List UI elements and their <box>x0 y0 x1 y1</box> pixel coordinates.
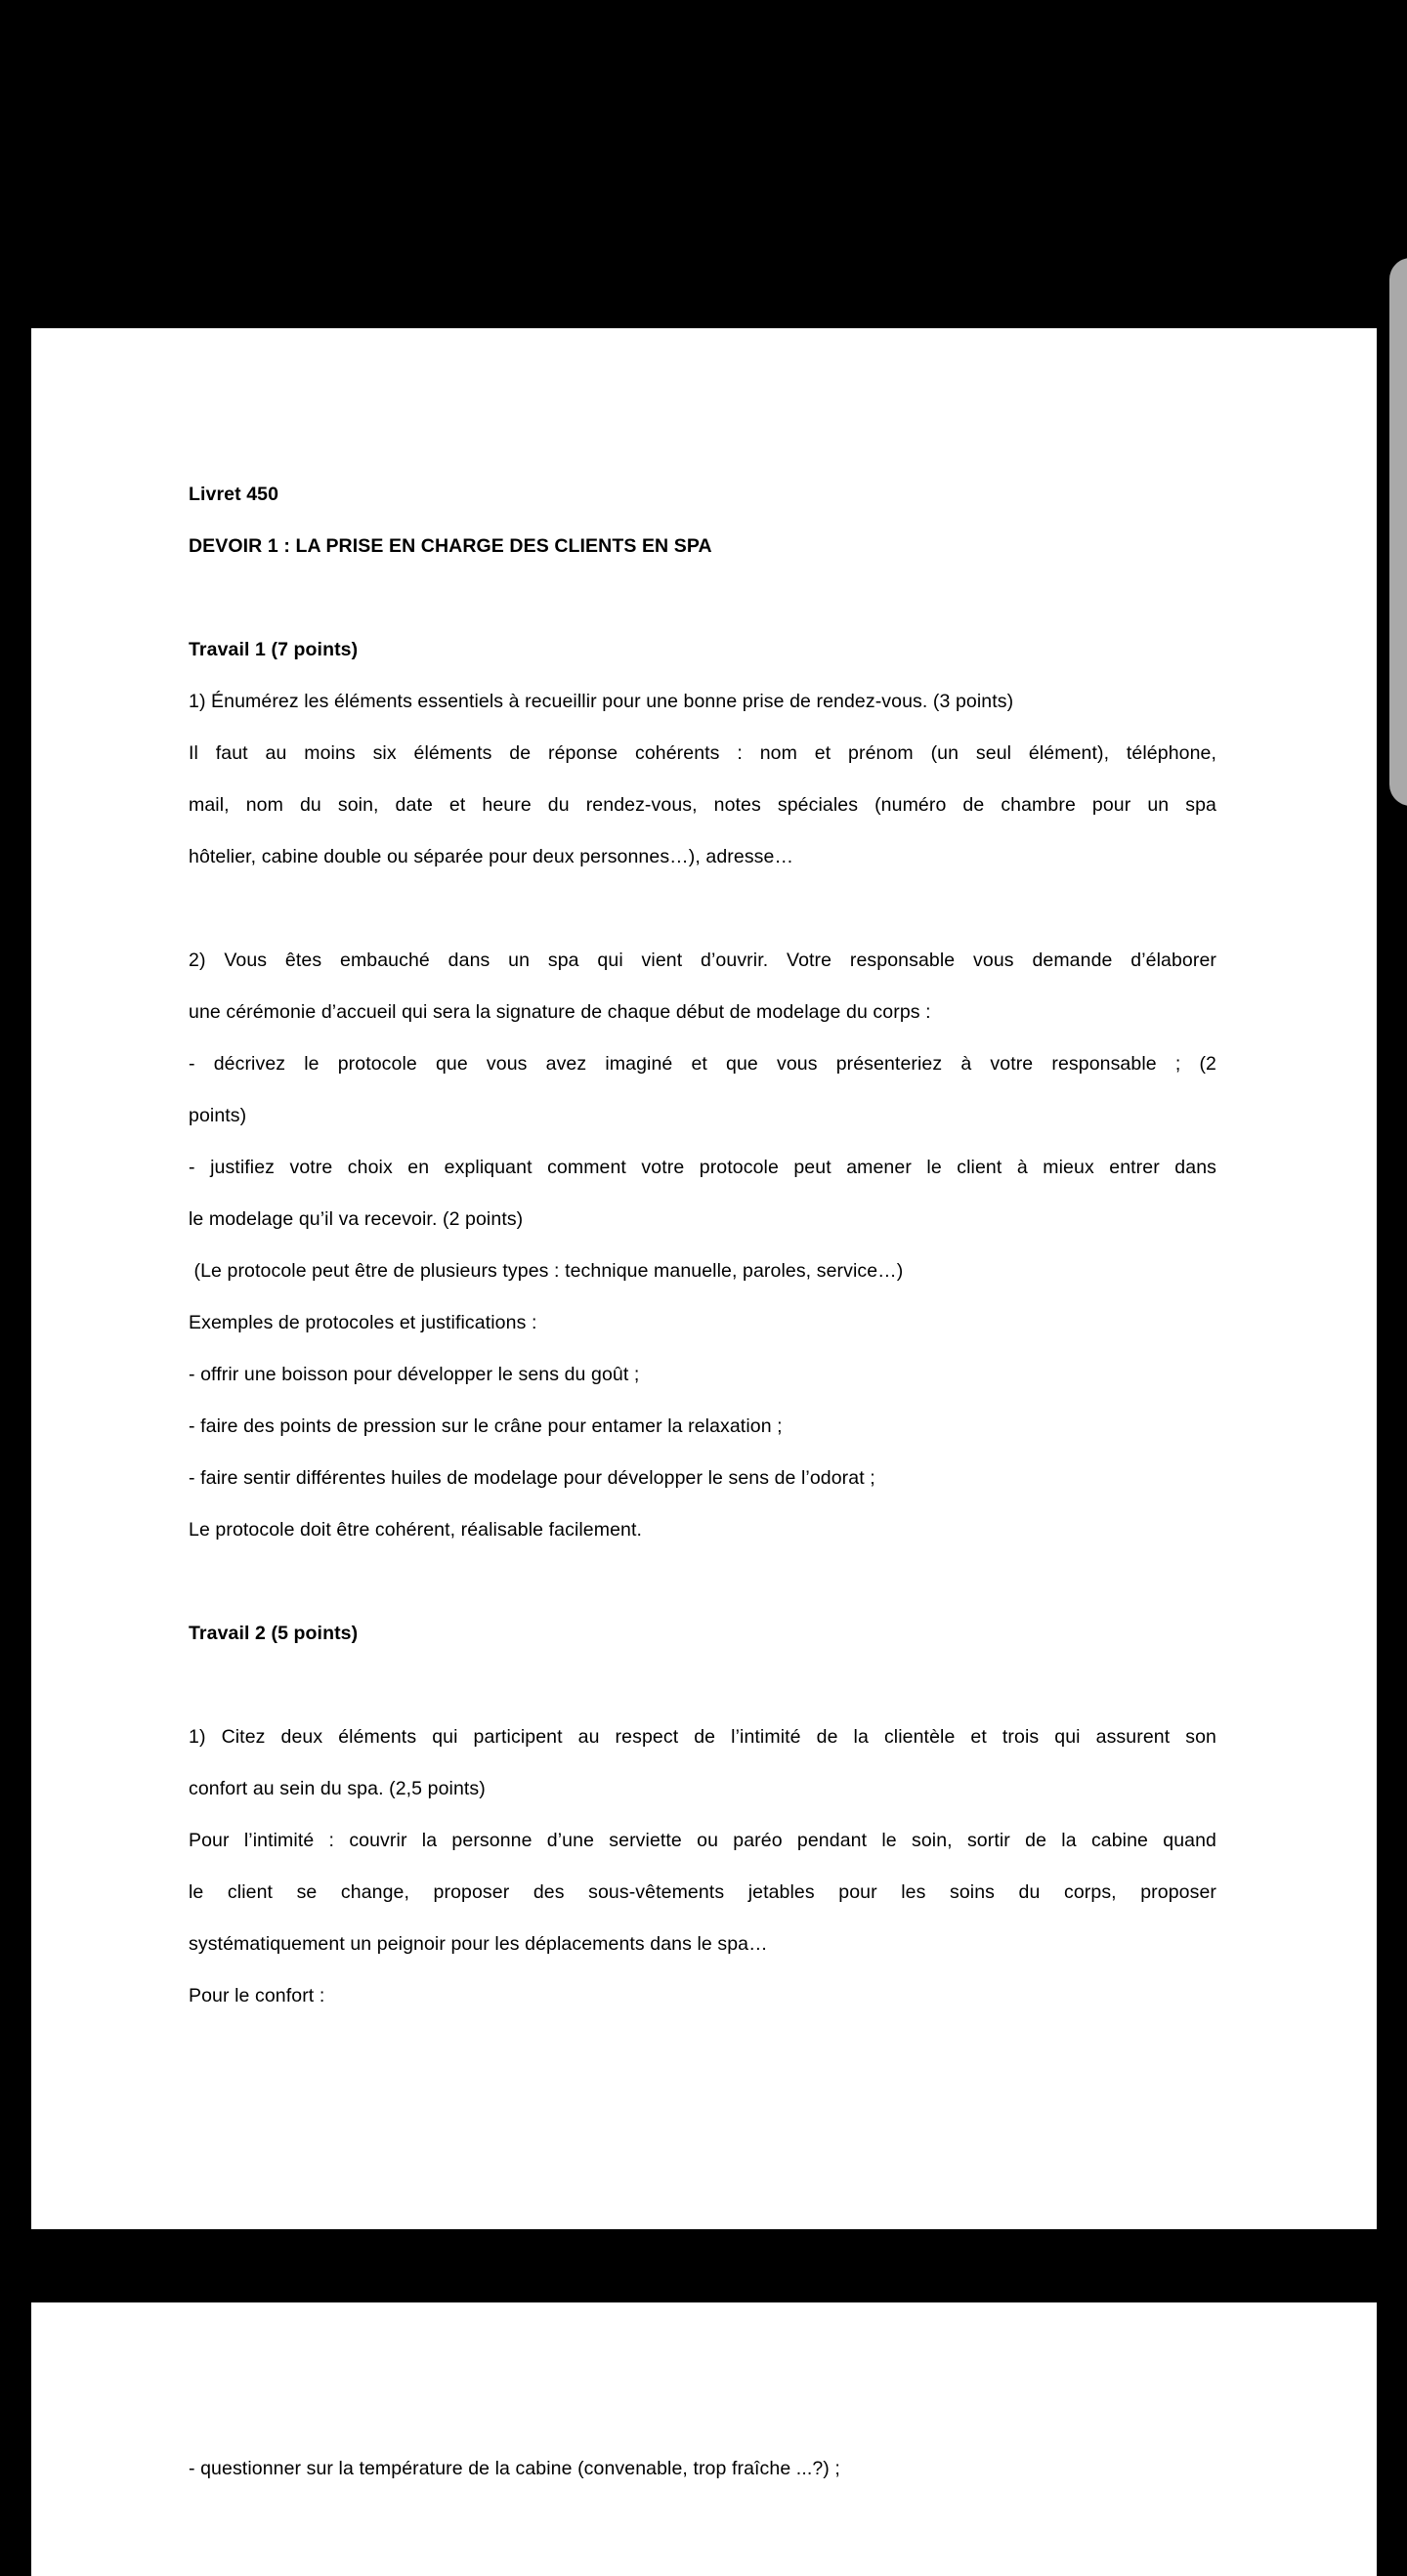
document-text-line: confort au sein du spa. (2,5 points) <box>189 1778 486 1799</box>
document-text-line <box>189 1556 1216 1608</box>
scrollbar-thumb[interactable] <box>1389 258 1407 806</box>
document-text-line: - offrir une boisson pour développer le sens du goût ; <box>189 1364 640 1385</box>
document-text-line: Exemples de protocoles et justifications : <box>189 1312 537 1333</box>
document-text-line: (Le protocole peut être de plusieurs types : technique manuelle, paroles, service…) <box>189 1260 904 1282</box>
page-1-content <box>189 469 1216 2022</box>
document-text-line: - décrivez le protocole que vous avez imaginé et que vous présenteriez à votre responsable ; (2 <box>189 1053 1216 1075</box>
document-text-line: - questionner sur la température de la cabine (convenable, trop fraîche ...?) ; <box>189 2458 840 2479</box>
document-text-line <box>189 572 1216 624</box>
document-text-line: - justifiez votre choix en expliquant comment votre protocole peut amener le client à mieux entrer dans <box>189 1157 1216 1178</box>
document-text-line: Il faut au moins six éléments de réponse cohérents : nom et prénom (un seul élément), téléphone, <box>189 742 1216 764</box>
document-heading-line: DEVOIR 1 : LA PRISE EN CHARGE DES CLIENTS EN SPA <box>189 535 712 557</box>
document-text-line: une cérémonie d’accueil qui sera la signature de chaque début de modelage du corps : <box>189 1001 931 1023</box>
document-text-line: 1) Citez deux éléments qui participent au respect de l’intimité de la clientèle et trois qui assurent son <box>189 1726 1216 1748</box>
document-heading-line: Travail 2 (5 points) <box>189 1623 359 1644</box>
document-text-line: systématiquement un peignoir pour les déplacements dans le spa… <box>189 1933 768 1955</box>
document-text-line: 1) Énumérez les éléments essentiels à recueillir pour une bonne prise de rendez-vous. (3 points) <box>189 691 1014 712</box>
document-text-line: Pour le confort : <box>189 1985 325 2006</box>
document-text-line: le client se change, proposer des sous-vêtements jetables pour les soins du corps, proposer <box>189 1881 1216 1903</box>
document-text-line: Le protocole doit être cohérent, réalisable facilement. <box>189 1519 643 1541</box>
document-text-line: 2) Vous êtes embauché dans un spa qui vient d’ouvrir. Votre responsable vous demande d’élaborer <box>189 950 1216 971</box>
document-page-2[interactable] <box>31 2302 1377 2576</box>
page-2-content <box>189 2443 1216 2495</box>
document-text-line <box>189 883 1216 935</box>
document-text-line: hôtelier, cabine double ou séparée pour deux personnes…), adresse… <box>189 846 794 867</box>
document-text-line: Pour l’intimité : couvrir la personne d’une serviette ou paréo pendant le soin, sortir de la cabine quand <box>189 1830 1216 1851</box>
document-text-line: - faire sentir différentes huiles de modelage pour développer le sens de l’odorat ; <box>189 1467 875 1489</box>
document-heading-line: Livret 450 <box>189 484 279 505</box>
document-text-line: mail, nom du soin, date et heure du rendez-vous, notes spéciales (numéro de chambre pour un spa <box>189 794 1216 816</box>
document-heading-line: Travail 1 (7 points) <box>189 639 359 660</box>
document-text-line: le modelage qu’il va recevoir. (2 points) <box>189 1208 524 1230</box>
document-text-line: points) <box>189 1105 247 1126</box>
document-page-1[interactable] <box>31 328 1377 2229</box>
document-text-line: - faire des points de pression sur le crâne pour entamer la relaxation ; <box>189 1415 783 1437</box>
document-text-line <box>189 1660 1216 1711</box>
